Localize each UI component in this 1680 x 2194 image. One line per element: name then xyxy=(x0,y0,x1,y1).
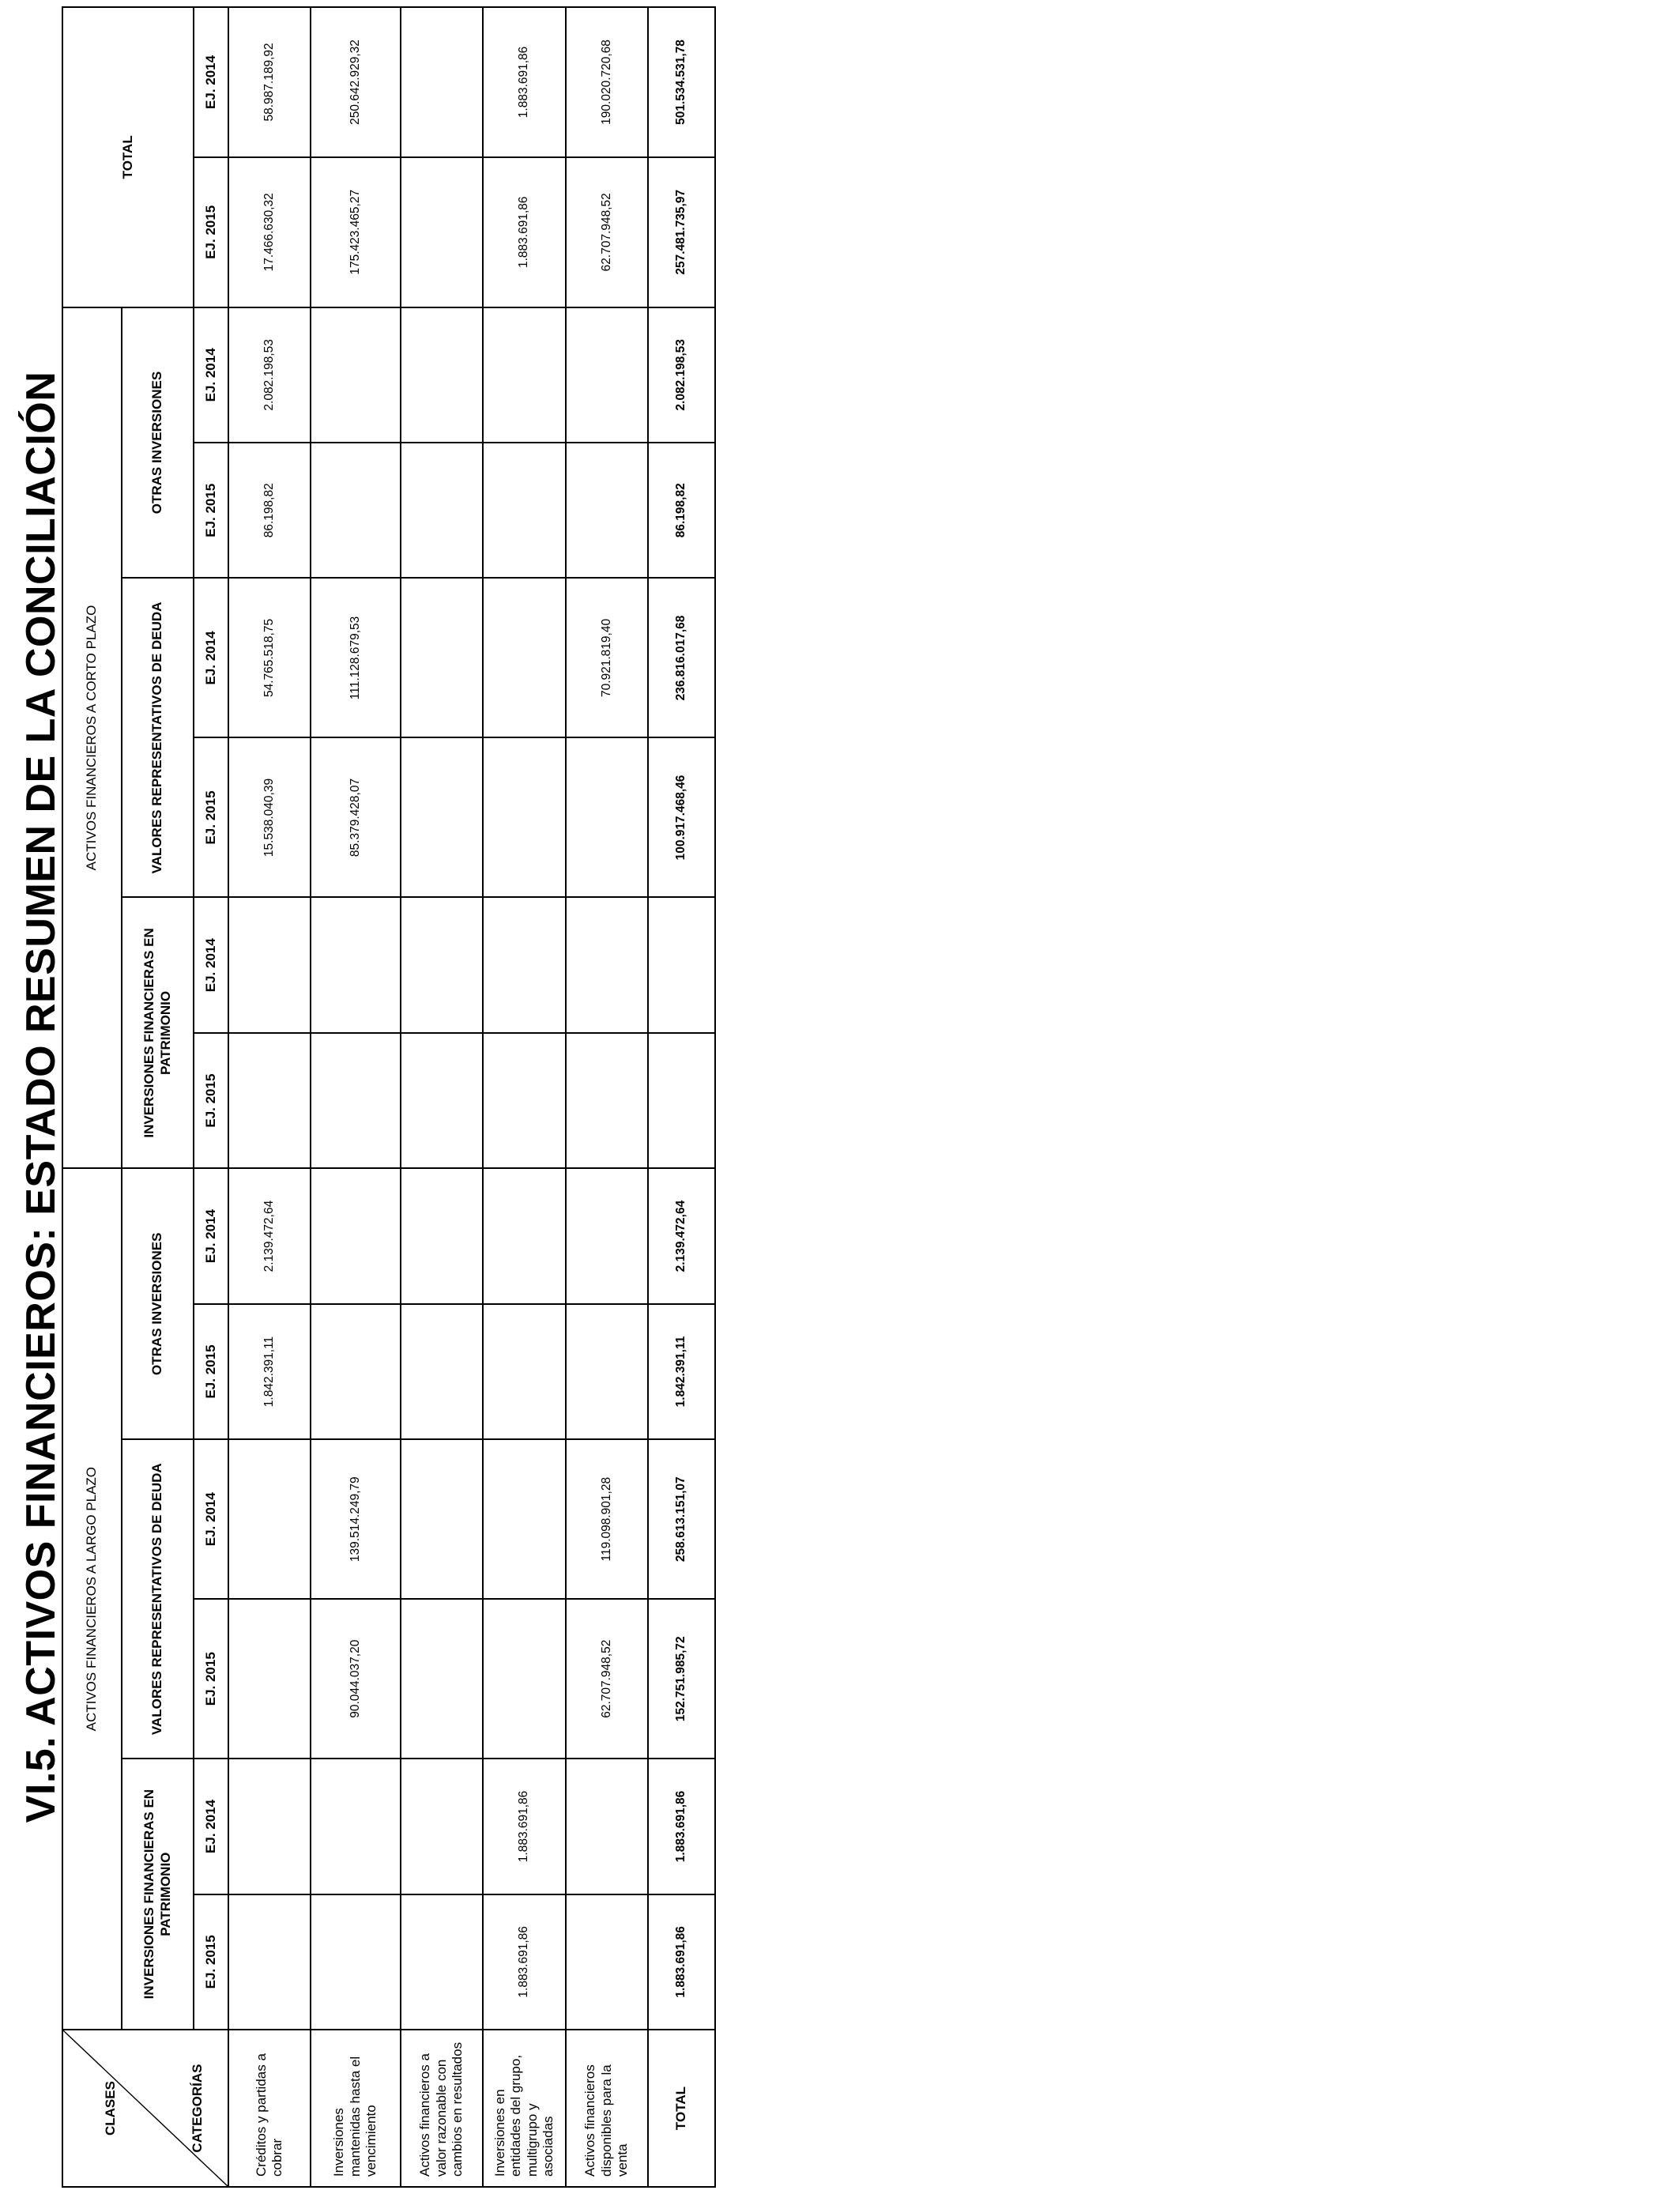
value-cell xyxy=(311,1759,401,1894)
value-cell xyxy=(311,307,401,443)
value-cell xyxy=(311,1304,401,1439)
value-cell: 2.082.198,53 xyxy=(648,307,715,443)
header-row-1 xyxy=(62,7,122,2187)
year-2014-header: EJ. 2014 xyxy=(194,578,228,737)
header-row-2 xyxy=(122,7,194,2187)
value-cell xyxy=(311,1168,401,1303)
value-cell xyxy=(483,1304,566,1439)
value-cell xyxy=(401,737,483,897)
largo-plazo-header: ACTIVOS FINANCIEROS A LARGO PLAZO xyxy=(62,1168,122,2030)
year-2014-header: EJ. 2014 xyxy=(194,1168,228,1303)
category-label: Inversiones mantenidas hasta el vencimiento xyxy=(311,2030,401,2187)
value-cell: 257.481.735,97 xyxy=(648,157,715,307)
corto-plazo-header: ACTIVOS FINANCIEROS A CORTO PLAZO xyxy=(62,307,122,1169)
value-cell xyxy=(401,443,483,578)
value-cell: 86.198,82 xyxy=(228,443,311,578)
value-cell xyxy=(401,1304,483,1439)
inv-patrimonio-cp-header: INVERSIONES FINANCIERAS EN PATRIMONIO xyxy=(122,898,194,1169)
value-cell xyxy=(566,1759,648,1894)
value-cell xyxy=(311,1894,401,2030)
value-cell: 501.534.531,78 xyxy=(648,7,715,157)
year-2014-header: EJ. 2014 xyxy=(194,898,228,1033)
otras-cp-header: OTRAS INVERSIONES xyxy=(122,307,194,579)
value-cell xyxy=(311,1033,401,1168)
value-cell xyxy=(401,1599,483,1759)
table-row xyxy=(228,7,311,2187)
category-label: Inversiones en entidades del grupo, multigrupo y asociadas xyxy=(483,2030,566,2187)
value-cell xyxy=(483,737,566,897)
value-cell xyxy=(483,307,566,443)
value-cell xyxy=(401,157,483,307)
year-2015-header: EJ. 2015 xyxy=(194,1599,228,1759)
value-cell xyxy=(228,1599,311,1759)
value-cell xyxy=(483,443,566,578)
categorias-label: CATEGORÍAS xyxy=(189,2064,205,2153)
value-cell: 258.613.151,07 xyxy=(648,1439,715,1599)
year-2015-header: EJ. 2015 xyxy=(194,737,228,897)
value-cell: 119.098.901,28 xyxy=(566,1439,648,1599)
value-cell: 1.883.691,86 xyxy=(483,7,566,157)
value-cell xyxy=(401,1759,483,1894)
value-cell xyxy=(483,898,566,1033)
value-cell xyxy=(401,1168,483,1303)
inv-patrimonio-lp-header: INVERSIONES FINANCIERAS EN PATRIMONIO xyxy=(122,1759,194,2030)
value-cell: 70.921.819,40 xyxy=(566,578,648,737)
table-body xyxy=(228,7,715,2187)
value-cell xyxy=(566,737,648,897)
value-cell xyxy=(566,898,648,1033)
category-label: Créditos y partidas a cobrar xyxy=(228,2030,311,2187)
value-cell xyxy=(401,1894,483,2030)
value-cell xyxy=(401,898,483,1033)
table-row xyxy=(401,7,483,2187)
year-2015-header: EJ. 2015 xyxy=(194,1304,228,1439)
value-cell xyxy=(566,1168,648,1303)
year-2014-header: EJ. 2014 xyxy=(194,307,228,443)
value-cell: 1.883.691,86 xyxy=(648,1894,715,2030)
year-2015-header: EJ. 2015 xyxy=(194,157,228,307)
table-row xyxy=(483,7,566,2187)
value-cell xyxy=(311,898,401,1033)
value-cell: 1.883.691,86 xyxy=(483,1759,566,1894)
value-cell xyxy=(401,578,483,737)
value-cell: 236.816.017,68 xyxy=(648,578,715,737)
value-cell: 139.514.249,79 xyxy=(311,1439,401,1599)
value-cell xyxy=(483,1599,566,1759)
value-cell xyxy=(401,307,483,443)
value-cell: 100.917.468,46 xyxy=(648,737,715,897)
value-cell xyxy=(401,1033,483,1168)
total-row xyxy=(648,7,715,2187)
valores-deuda-cp-header: VALORES REPRESENTATIVOS DE DEUDA xyxy=(122,578,194,897)
value-cell xyxy=(228,898,311,1033)
valores-deuda-lp-header: VALORES REPRESENTATIVOS DE DEUDA xyxy=(122,1439,194,1759)
value-cell: 86.198,82 xyxy=(648,443,715,578)
year-2015-header: EJ. 2015 xyxy=(194,1033,228,1168)
otras-lp-header: OTRAS INVERSIONES xyxy=(122,1168,194,1439)
value-cell xyxy=(228,1759,311,1894)
value-cell: 152.751.985,72 xyxy=(648,1599,715,1759)
value-cell xyxy=(483,578,566,737)
value-cell xyxy=(648,1033,715,1168)
value-cell: 1.883.691,86 xyxy=(483,157,566,307)
value-cell: 190.020.720,68 xyxy=(566,7,648,157)
value-cell: 1.842.391,11 xyxy=(228,1304,311,1439)
value-cell: 2.139.472,64 xyxy=(228,1168,311,1303)
value-cell xyxy=(566,1033,648,1168)
year-2014-header: EJ. 2014 xyxy=(194,7,228,157)
value-cell: 58.987.189,92 xyxy=(228,7,311,157)
year-2014-header: EJ. 2014 xyxy=(194,1759,228,1894)
value-cell: 111.128.679,53 xyxy=(311,578,401,737)
year-2015-header: EJ. 2015 xyxy=(194,1894,228,2030)
value-cell xyxy=(566,443,648,578)
total-label: TOTAL xyxy=(648,2030,715,2187)
value-cell: 1.842.391,11 xyxy=(648,1304,715,1439)
category-label: Activos financieros disponibles para la venta xyxy=(566,2030,648,2187)
value-cell xyxy=(401,1439,483,1599)
reconciliation-table xyxy=(62,6,716,2188)
value-cell: 62.707.948,52 xyxy=(566,1599,648,1759)
value-cell xyxy=(401,7,483,157)
value-cell: 17.466.630,32 xyxy=(228,157,311,307)
value-cell: 1.883.691,86 xyxy=(648,1759,715,1894)
value-cell xyxy=(311,443,401,578)
value-cell: 2.082.198,53 xyxy=(228,307,311,443)
value-cell: 15.538.040,39 xyxy=(228,737,311,897)
value-cell: 2.139.472,64 xyxy=(648,1168,715,1303)
value-cell xyxy=(566,307,648,443)
value-cell: 85.379.428,07 xyxy=(311,737,401,897)
category-label: Activos financieros a valor razonable con cambios en resultados xyxy=(401,2030,483,2187)
value-cell: 175.423.465,27 xyxy=(311,157,401,307)
year-2015-header: EJ. 2015 xyxy=(194,443,228,578)
value-cell xyxy=(566,1304,648,1439)
table-row xyxy=(311,7,401,2187)
value-cell: 62.707.948,52 xyxy=(566,157,648,307)
clases-label: CLASES xyxy=(103,2081,118,2136)
value-cell xyxy=(483,1168,566,1303)
header-row-years xyxy=(194,7,228,2187)
value-cell xyxy=(228,1439,311,1599)
value-cell: 90.044.037,20 xyxy=(311,1599,401,1759)
value-cell xyxy=(483,1033,566,1168)
value-cell: 1.883.691,86 xyxy=(483,1894,566,2030)
page-title: VI.5. ACTIVOS FINANCIEROS: ESTADO RESUMEN DE LA CONCILIACIÓN xyxy=(18,371,64,1823)
total-header: TOTAL xyxy=(62,7,194,307)
value-cell: 54.765.518,75 xyxy=(228,578,311,737)
year-2014-header: EJ. 2014 xyxy=(194,1439,228,1599)
value-cell xyxy=(566,1894,648,2030)
value-cell xyxy=(228,1033,311,1168)
value-cell xyxy=(648,898,715,1033)
value-cell xyxy=(483,1439,566,1599)
value-cell: 250.642.929,32 xyxy=(311,7,401,157)
value-cell xyxy=(228,1894,311,2030)
table-row xyxy=(566,7,648,2187)
clases-categorias-header xyxy=(62,2030,228,2187)
